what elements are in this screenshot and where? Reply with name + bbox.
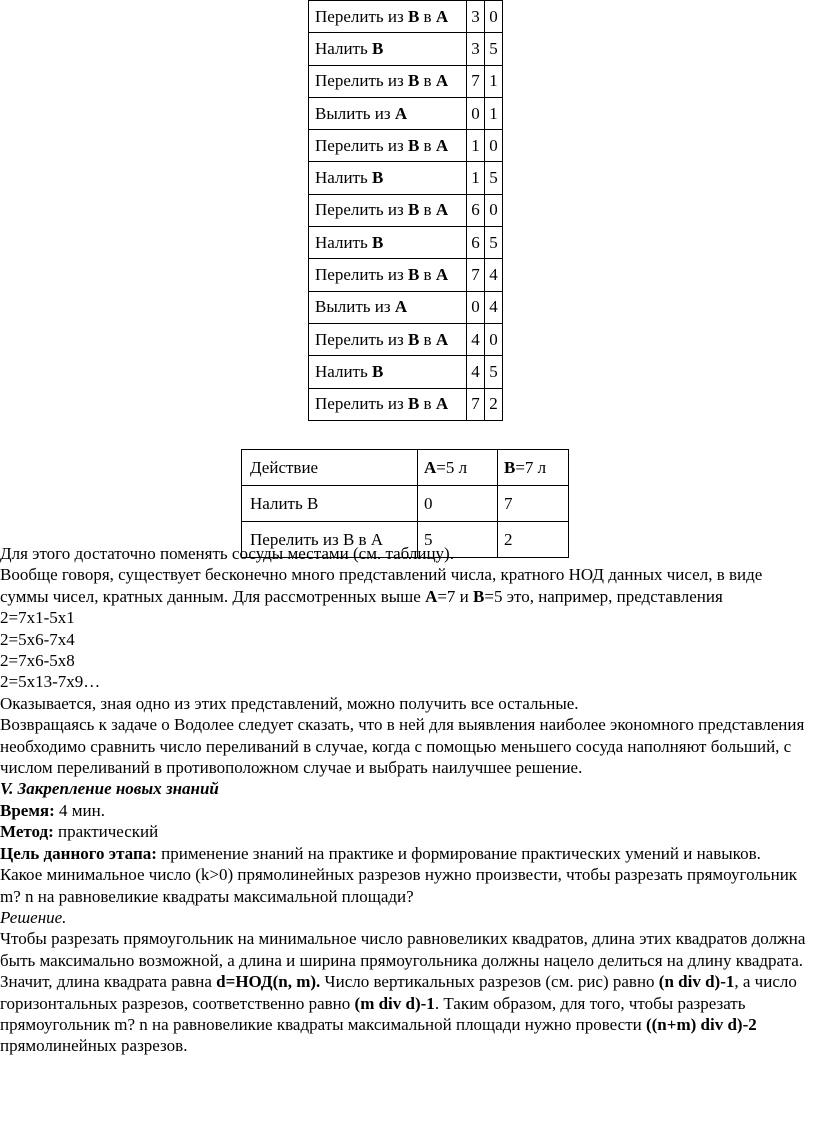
- table-row: [309, 227, 503, 259]
- equation-4: 2=5х13-7х9…: [0, 672, 101, 692]
- table-row: [309, 259, 503, 291]
- goal-line: Цель данного этапа: применение знаний на практике и формирование практических умений и навыков.: [0, 843, 761, 863]
- cell-a: 3: [467, 33, 485, 65]
- paragraph-all-representations: Оказывается, зная одно из этих представлений, можно получить все остальные.: [0, 693, 579, 713]
- table-row: [309, 291, 503, 323]
- cell-b: 1: [485, 97, 503, 129]
- cell-action: Вылить из A: [309, 291, 467, 323]
- table-row: [309, 65, 503, 97]
- cell-action: Вылить из A: [309, 97, 467, 129]
- header-action: Действие: [242, 450, 418, 486]
- pouring-steps-table: [308, 0, 503, 421]
- cell-b: 5: [485, 33, 503, 65]
- cell-b: 0: [485, 130, 503, 162]
- cell-action: Перелить из B в A: [309, 259, 467, 291]
- cell-b: 4: [485, 259, 503, 291]
- cell-a: 5: [418, 522, 498, 558]
- table-row: [309, 162, 503, 194]
- document-body: [0, 543, 812, 1057]
- cell-a: 4: [467, 356, 485, 388]
- cell-b: 0: [485, 323, 503, 355]
- cell-action: Налить B: [309, 162, 467, 194]
- cell-action: Перелить из B в A: [309, 1, 467, 33]
- cell-b: 0: [485, 1, 503, 33]
- paragraph-aquarius-task: Возвращаясь к задаче о Водолее следует сказать, что в ней для выявления наиболее экономного представления необходимо сравнить число переливаний в случае, когда с помощью меньшего сосуда наполняют больший, с числом переливаний в противоположном случае и выбрать наилучшее решение.: [0, 715, 805, 778]
- cell-action: Перелить из B в A: [309, 194, 467, 226]
- paragraph-swap-note: Для этого достаточно поменять сосуды местами (см. таблицу).: [0, 544, 454, 563]
- table-row: [309, 97, 503, 129]
- solution-label: Решение.: [0, 907, 67, 927]
- table-row: [242, 486, 569, 522]
- cell-a: 4: [467, 323, 485, 355]
- cell-action: Налить B: [309, 227, 467, 259]
- section-title: V. Закрепление новых знаний: [0, 779, 219, 799]
- cell-a: 6: [467, 227, 485, 259]
- cell-b: 7: [498, 486, 569, 522]
- cell-b: 5: [485, 227, 503, 259]
- cell-action: Налить B: [309, 33, 467, 65]
- cell-action: Перелить из B в A: [309, 323, 467, 355]
- cell-a: 7: [467, 259, 485, 291]
- cell-action: Налить B: [309, 356, 467, 388]
- cell-a: 0: [418, 486, 498, 522]
- table-row: [309, 130, 503, 162]
- cell-action: Перелить из B в A: [309, 130, 467, 162]
- method-line: Метод: практический: [0, 822, 159, 842]
- table-row: [309, 1, 503, 33]
- swapped-vessels-table: [241, 449, 569, 558]
- cell-action: Перелить из B в A: [309, 65, 467, 97]
- cell-a: 7: [467, 388, 485, 420]
- cell-a: 6: [467, 194, 485, 226]
- header-vessel-a: A=5 л: [418, 450, 498, 486]
- cell-a: 1: [467, 162, 485, 194]
- cell-b: 2: [498, 522, 569, 558]
- cell-action: Перелить из B в A: [309, 388, 467, 420]
- table-header-row: [242, 450, 569, 486]
- cell-a: 0: [467, 291, 485, 323]
- table-row: [309, 356, 503, 388]
- cell-b: 0: [485, 194, 503, 226]
- cell-a: 7: [467, 65, 485, 97]
- time-line: Время: 4 мин.: [0, 800, 105, 820]
- cell-a: 3: [467, 1, 485, 33]
- question-paragraph: Какое минимальное число (k>0) прямолинейных разрезов нужно произвести, чтобы разрезать прямоугольник m? n на равновеликие квадраты максимальной площади?: [0, 865, 798, 906]
- cell-b: 1: [485, 65, 503, 97]
- table-row: [309, 323, 503, 355]
- pouring-steps-body: [309, 1, 503, 421]
- equation-1: 2=7х1-5х1: [0, 608, 75, 628]
- cell-action: Перелить из B в A: [242, 522, 418, 558]
- cell-b: 2: [485, 388, 503, 420]
- equation-3: 2=7х6-5х8: [0, 651, 75, 671]
- paragraph-representations: Вообще говоря, существует бесконечно много представлений числа, кратного НОД данных чисел, в виде суммы чисел, кратных данным. Для рассмотренных выше A=7 и B=5 это, например, представления: [0, 565, 763, 606]
- equation-2: 2=5х6-7х4: [0, 629, 75, 649]
- solution-paragraph: Чтобы разрезать прямоугольник на минимальное число равновеликих квадратов, длина этих квадратов должна быть максимально возможной, а длина и ширина прямоугольника должны нацело делиться на длину квадрата. Значит, длина квадрата равна d=НОД(n, m). Число вертикальных разрезов (см. рис) равно (n div d)-1, а число горизонтальных разрезов, соответственно равно (m div d)-1. Таким образом, для того, чтобы разрезать прямоугольник m? n на равновеликие квадраты максимальной площади нужно провести ((n+m) div d)-2 прямолинейных разрезов.: [0, 929, 806, 1056]
- cell-b: 4: [485, 291, 503, 323]
- table-row: [309, 194, 503, 226]
- header-vessel-b: B=7 л: [498, 450, 569, 486]
- cell-action: Налить B: [242, 486, 418, 522]
- cell-b: 5: [485, 356, 503, 388]
- table-row: [309, 388, 503, 420]
- cell-a: 0: [467, 97, 485, 129]
- table-row: [309, 33, 503, 65]
- cell-b: 5: [485, 162, 503, 194]
- cell-a: 1: [467, 130, 485, 162]
